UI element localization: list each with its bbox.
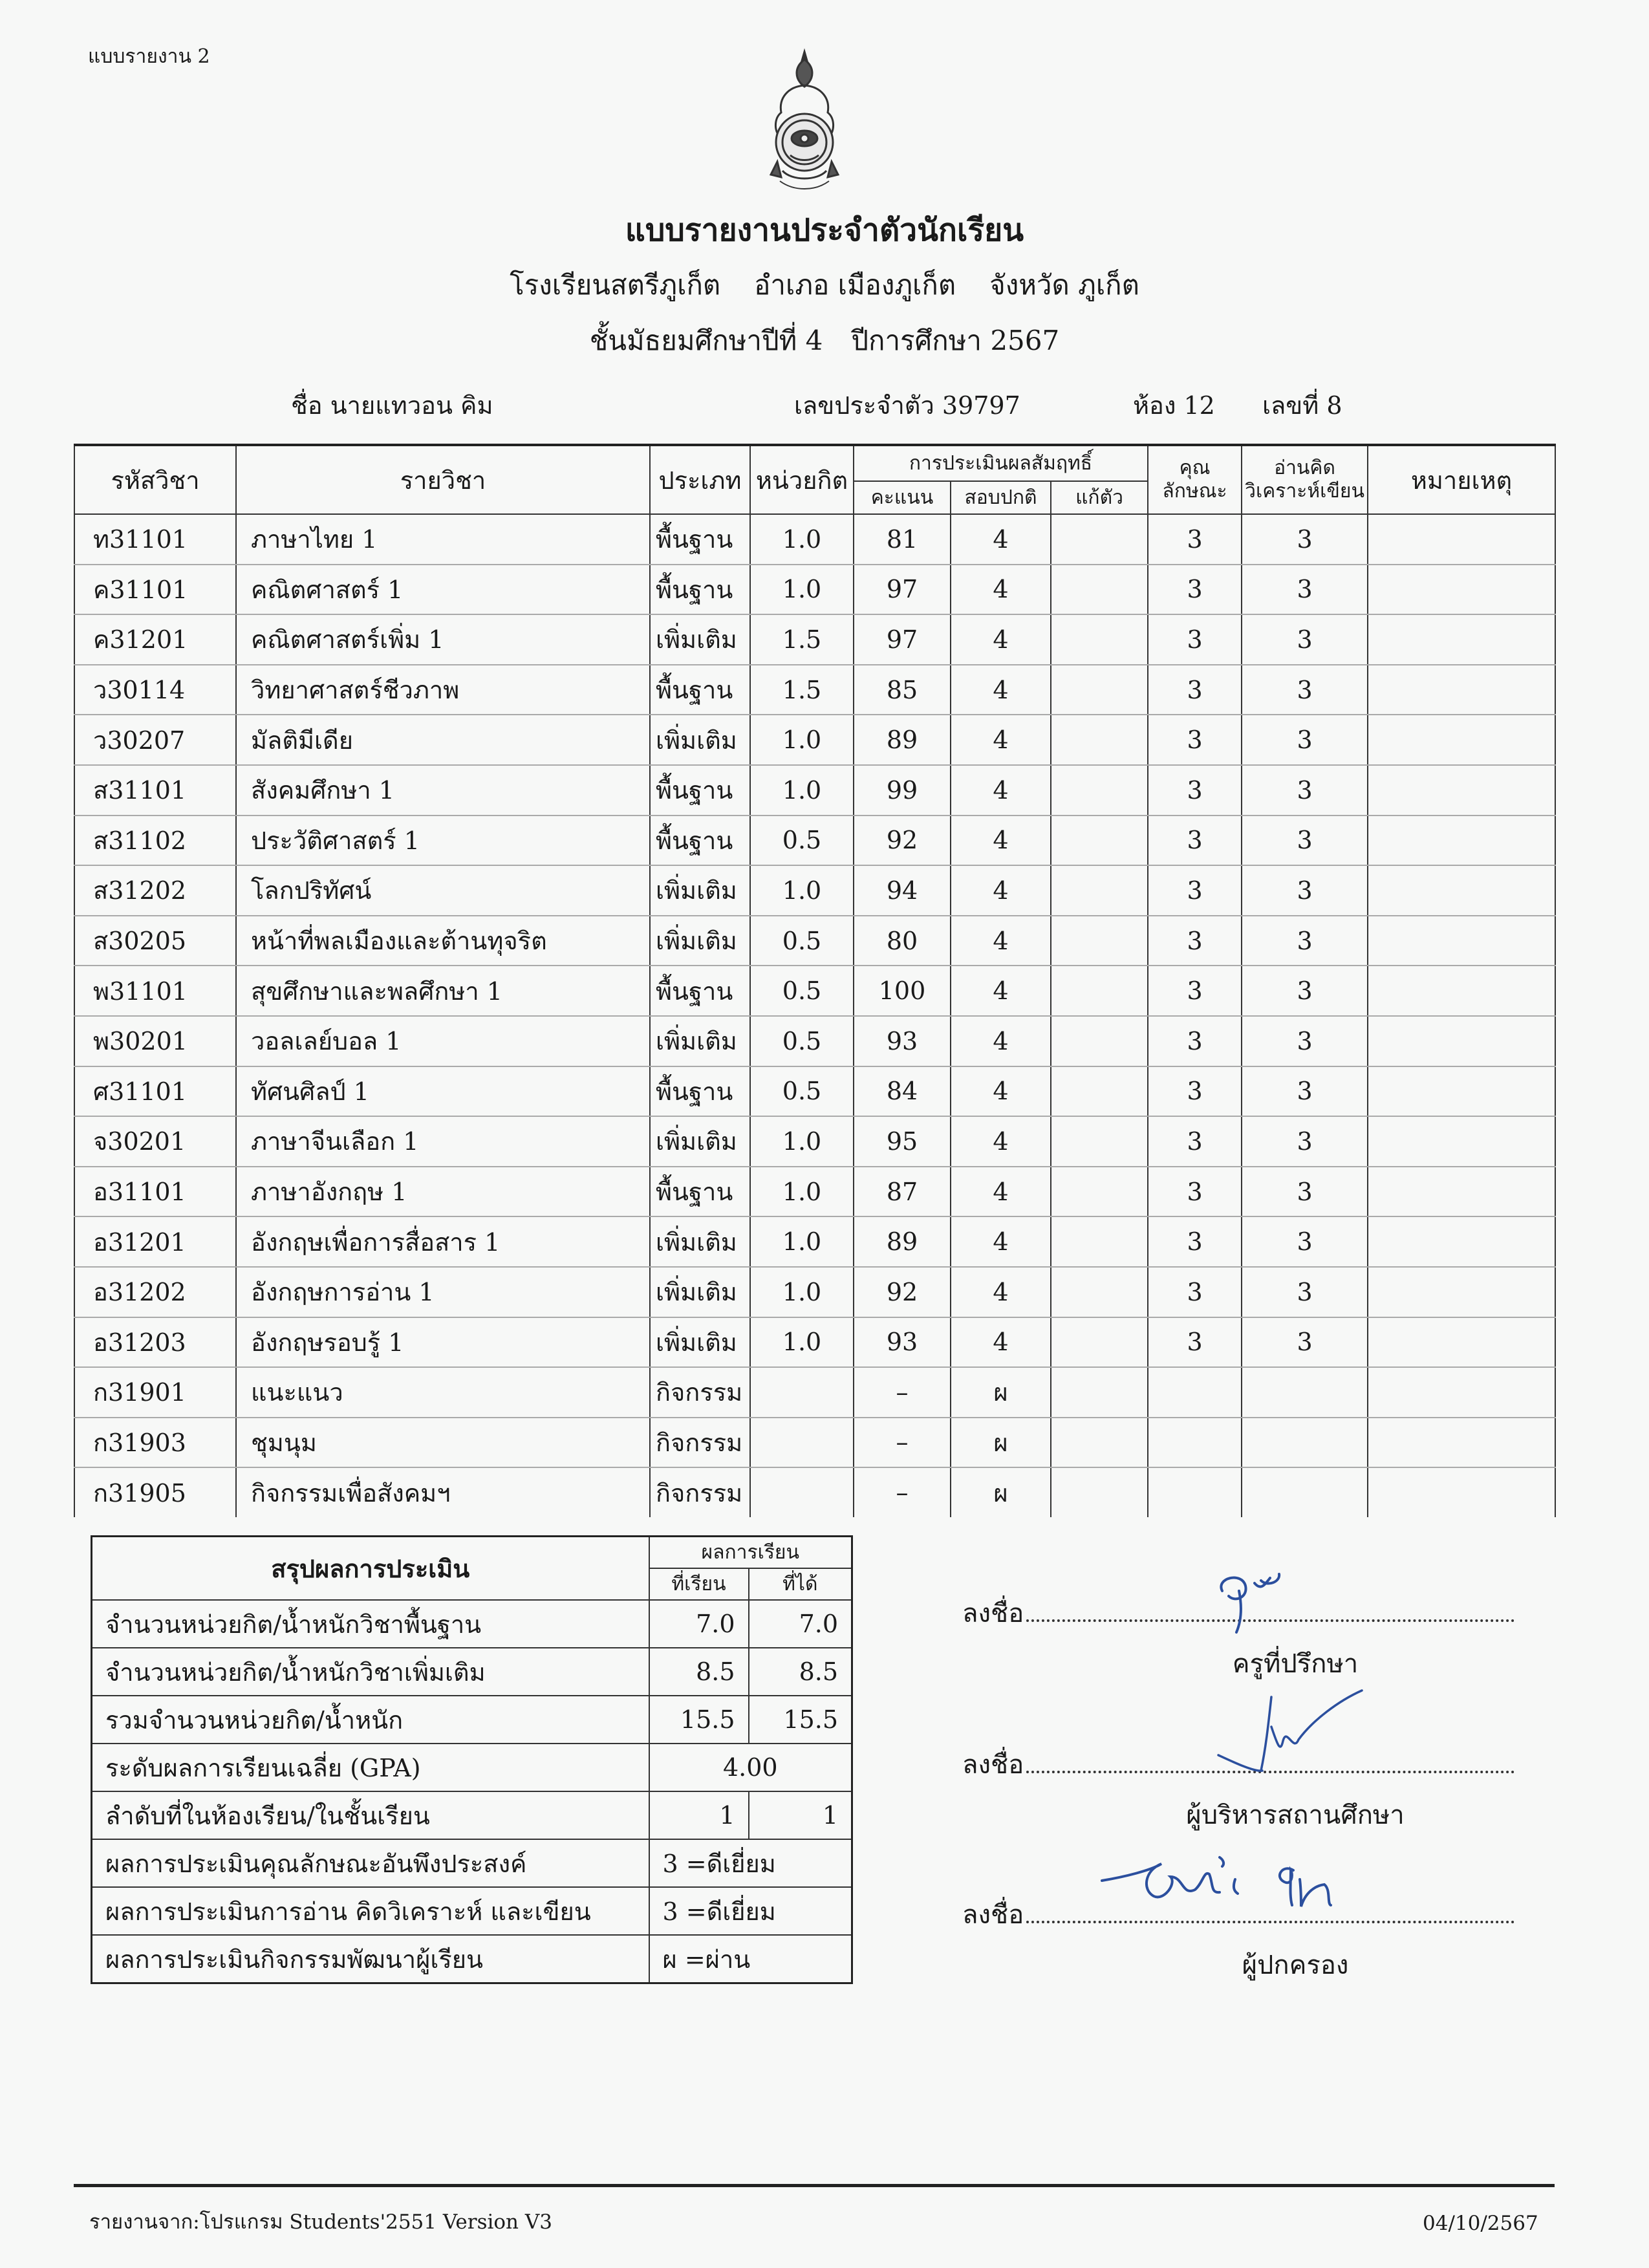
character-score: 3 xyxy=(1148,1016,1242,1066)
header-remedial: แก้ตัว xyxy=(1051,481,1148,514)
summary-row-rank xyxy=(92,1791,852,1839)
score: 100 xyxy=(854,966,951,1016)
subject-code: ศ31101 xyxy=(74,1066,236,1117)
subject-name: กิจกรรมเพื่อสังคมฯ xyxy=(236,1467,650,1517)
reading-score: 3 xyxy=(1242,1066,1368,1117)
summary-enrolled: 15.5 xyxy=(649,1696,749,1744)
subject-type: พื้นฐาน xyxy=(650,665,750,715)
subject-code: พ30201 xyxy=(74,1016,236,1066)
score: 97 xyxy=(854,614,951,665)
credits: 1.0 xyxy=(750,1167,854,1217)
summary-label: รวมจำนวนหน่วยกิต/น้ำหนัก xyxy=(92,1696,649,1744)
credits: 1.0 xyxy=(750,1216,854,1267)
subject-name: อังกฤษการอ่าน 1 xyxy=(236,1267,650,1317)
remedial-grade xyxy=(1051,1267,1148,1317)
reading-score: 3 xyxy=(1242,765,1368,815)
remedial-grade xyxy=(1051,1418,1148,1468)
subject-code: อ31201 xyxy=(74,1216,236,1267)
subject-name: ภาษาอังกฤษ 1 xyxy=(236,1167,650,1217)
score: 95 xyxy=(854,1116,951,1167)
subject-name: ภาษาไทย 1 xyxy=(236,514,650,565)
subject-name: ประวัติศาสตร์ 1 xyxy=(236,815,650,866)
academic-year: ปีการศึกษา 2567 xyxy=(851,325,1060,356)
summary-title: สรุปผลการประเมิน xyxy=(92,1537,649,1601)
table-row xyxy=(74,1066,1555,1117)
subject-name: แนะแนว xyxy=(236,1367,650,1418)
header-code: รหัสวิชา xyxy=(74,445,236,514)
subject-type: เพิ่มเติม xyxy=(650,1016,750,1066)
score: 87 xyxy=(854,1167,951,1217)
table-row xyxy=(74,1216,1555,1267)
summary-row-activity xyxy=(92,1935,852,1983)
reading-score: 3 xyxy=(1242,665,1368,715)
subject-type: เพิ่มเติม xyxy=(650,1216,750,1267)
remedial-grade xyxy=(1051,514,1148,565)
table-row xyxy=(74,865,1555,916)
character-score: 3 xyxy=(1148,765,1242,815)
remark xyxy=(1368,1367,1555,1418)
subject-type: เพิ่มเติม xyxy=(650,715,750,765)
table-row xyxy=(74,1116,1555,1167)
subject-type: เพิ่มเติม xyxy=(650,1317,750,1368)
subject-name: อังกฤษรอบรู้ 1 xyxy=(236,1317,650,1368)
normal-exam-grade: 4 xyxy=(951,565,1051,615)
subject-type: พื้นฐาน xyxy=(650,966,750,1016)
parent-signature-mark xyxy=(1099,1851,1358,1922)
room-number: ห้อง 12 xyxy=(1133,391,1215,420)
director-role: ผู้บริหารสถานศึกษา xyxy=(1186,1800,1405,1830)
normal-exam-grade: ผ xyxy=(951,1418,1051,1468)
normal-exam-grade: 4 xyxy=(951,1167,1051,1217)
score: 89 xyxy=(854,715,951,765)
summary-earned: 7.0 xyxy=(749,1600,852,1648)
score: 92 xyxy=(854,815,951,866)
grade-info-line xyxy=(0,319,1649,362)
summary-col-earned: ที่ได้ xyxy=(749,1568,852,1600)
score: 84 xyxy=(854,1066,951,1117)
subject-name: ทัศนศิลป์ 1 xyxy=(236,1066,650,1117)
credits: 1.0 xyxy=(750,1317,854,1368)
reading-score: 3 xyxy=(1242,916,1368,966)
normal-exam-grade: 4 xyxy=(951,966,1051,1016)
subject-code: ส30205 xyxy=(74,916,236,966)
subject-name: มัลติมีเดีย xyxy=(236,715,650,765)
credits: 1.0 xyxy=(750,1116,854,1167)
remark xyxy=(1368,916,1555,966)
summary-row-reading xyxy=(92,1887,852,1935)
credits: 0.5 xyxy=(750,966,854,1016)
remark xyxy=(1368,1418,1555,1468)
remedial-grade xyxy=(1051,966,1148,1016)
character-score: 3 xyxy=(1148,614,1242,665)
table-row xyxy=(74,565,1555,615)
character-score: 3 xyxy=(1148,1216,1242,1267)
subject-type: เพิ่มเติม xyxy=(650,1267,750,1317)
rank-in-grade: 1 xyxy=(749,1791,852,1839)
credits xyxy=(750,1418,854,1468)
summary-label: ผลการประเมินคุณลักษณะอันพึงประสงค์ xyxy=(92,1839,649,1887)
remedial-grade xyxy=(1051,1116,1148,1167)
subject-code: อ31203 xyxy=(74,1317,236,1368)
reading-score: 3 xyxy=(1242,514,1368,565)
remedial-grade xyxy=(1051,916,1148,966)
character-score xyxy=(1148,1467,1242,1517)
normal-exam-grade: 4 xyxy=(951,1116,1051,1167)
credits: 1.5 xyxy=(750,614,854,665)
summary-row-basic xyxy=(92,1600,852,1648)
remark xyxy=(1368,1167,1555,1217)
remark xyxy=(1368,865,1555,916)
subject-name: อังกฤษเพื่อการสื่อสาร 1 xyxy=(236,1216,650,1267)
reading-score: 3 xyxy=(1242,1116,1368,1167)
credits: 1.5 xyxy=(750,665,854,715)
reading-score: 3 xyxy=(1242,865,1368,916)
credits: 0.5 xyxy=(750,815,854,866)
sign-label: ลงชื่อ xyxy=(962,1900,1024,1930)
remark xyxy=(1368,1066,1555,1117)
district-name: อำเภอ เมืองภูเก็ต xyxy=(754,269,956,301)
summary-label: ผลการประเมินกิจกรรมพัฒนาผู้เรียน xyxy=(92,1935,649,1983)
normal-exam-grade: 4 xyxy=(951,865,1051,916)
reading-score xyxy=(1242,1418,1368,1468)
summary-label: จำนวนหน่วยกิต/น้ำหนักวิชาเพิ่มเติม xyxy=(92,1648,649,1696)
remark xyxy=(1368,1317,1555,1368)
subject-type: กิจกรรม xyxy=(650,1467,750,1517)
header-character: คุณ ลักษณะ xyxy=(1148,445,1242,514)
table-row xyxy=(74,614,1555,665)
subject-type: เพิ่มเติม xyxy=(650,1116,750,1167)
character-score: 3 xyxy=(1148,715,1242,765)
subject-type: พื้นฐาน xyxy=(650,514,750,565)
subject-type: พื้นฐาน xyxy=(650,565,750,615)
summary-row-gpa xyxy=(92,1744,852,1791)
sign-label: ลงชื่อ xyxy=(962,1599,1024,1628)
advisor-role: ครูที่ปรึกษา xyxy=(1232,1649,1359,1679)
table-row xyxy=(74,665,1555,715)
header-remark: หมายเหตุ xyxy=(1368,445,1555,514)
subject-code: ว30207 xyxy=(74,715,236,765)
score: 94 xyxy=(854,865,951,916)
subject-code: ส31202 xyxy=(74,865,236,916)
footer-date: 04/10/2567 xyxy=(1423,2212,1538,2235)
normal-exam-grade: 4 xyxy=(951,1066,1051,1117)
rank-in-class: 1 xyxy=(649,1791,749,1839)
sign-label: ลงชื่อ xyxy=(962,1750,1024,1780)
subject-code: ส31101 xyxy=(74,765,236,815)
table-row xyxy=(74,1267,1555,1317)
remedial-grade xyxy=(1051,1216,1148,1267)
remark xyxy=(1368,1467,1555,1517)
subject-code: ว30114 xyxy=(74,665,236,715)
grade-level: ชั้นมัธยมศึกษาปีที่ 4 xyxy=(589,325,823,356)
remark xyxy=(1368,665,1555,715)
subject-type: พื้นฐาน xyxy=(650,1167,750,1217)
reading-score xyxy=(1242,1367,1368,1418)
normal-exam-grade: 4 xyxy=(951,665,1051,715)
score: – xyxy=(854,1467,951,1517)
character-score: 3 xyxy=(1148,1317,1242,1368)
table-row xyxy=(74,715,1555,765)
normal-exam-grade: 4 xyxy=(951,1267,1051,1317)
remedial-grade xyxy=(1051,565,1148,615)
score: 99 xyxy=(854,765,951,815)
table-row xyxy=(74,916,1555,966)
subject-code: พ31101 xyxy=(74,966,236,1016)
reading-score: 3 xyxy=(1242,815,1368,866)
reading-result: 3 =ดีเยี่ยม xyxy=(649,1887,852,1935)
remedial-grade xyxy=(1051,614,1148,665)
remark xyxy=(1368,1267,1555,1317)
credits: 1.0 xyxy=(750,865,854,916)
remark xyxy=(1368,514,1555,565)
table-row xyxy=(74,1317,1555,1368)
summary-table xyxy=(91,1535,853,1984)
school-name: โรงเรียนสตรีภูเก็ต xyxy=(510,269,721,301)
summary-row-total xyxy=(92,1696,852,1744)
activity-result: ผ =ผ่าน xyxy=(649,1935,852,1983)
remark xyxy=(1368,966,1555,1016)
summary-earned: 8.5 xyxy=(749,1648,852,1696)
reading-score: 3 xyxy=(1242,1267,1368,1317)
normal-exam-grade: ผ xyxy=(951,1367,1051,1418)
reading-score: 3 xyxy=(1242,1216,1368,1267)
header-assessment: การประเมินผลสัมฤทธิ์ xyxy=(854,445,1148,481)
header-reading: อ่านคิด วิเคราะห์เขียน xyxy=(1242,445,1368,514)
normal-exam-grade: 4 xyxy=(951,765,1051,815)
remedial-grade xyxy=(1051,1317,1148,1368)
form-code: แบบรายงาน 2 xyxy=(88,45,210,68)
character-score: 3 xyxy=(1148,1267,1242,1317)
remedial-grade xyxy=(1051,1016,1148,1066)
reading-score: 3 xyxy=(1242,614,1368,665)
reading-score xyxy=(1242,1467,1368,1517)
remedial-grade xyxy=(1051,1367,1148,1418)
normal-exam-grade: 4 xyxy=(951,815,1051,866)
character-score: 3 xyxy=(1148,865,1242,916)
credits: 1.0 xyxy=(750,715,854,765)
credits xyxy=(750,1467,854,1517)
remark xyxy=(1368,715,1555,765)
character-score xyxy=(1148,1418,1242,1468)
normal-exam-grade: 4 xyxy=(951,614,1051,665)
reading-score: 3 xyxy=(1242,966,1368,1016)
subject-name: หน้าที่พลเมืองและต้านทุจริต xyxy=(236,916,650,966)
normal-exam-grade: 4 xyxy=(951,916,1051,966)
header-credits: หน่วยกิต xyxy=(750,445,854,514)
footer-divider xyxy=(74,2184,1555,2187)
subject-type: เพิ่มเติม xyxy=(650,916,750,966)
credits: 0.5 xyxy=(750,1066,854,1117)
summary-enrolled: 8.5 xyxy=(649,1648,749,1696)
remedial-grade xyxy=(1051,815,1148,866)
remedial-grade xyxy=(1051,715,1148,765)
remedial-grade xyxy=(1051,665,1148,715)
parent-role: ผู้ปกครอง xyxy=(1242,1950,1349,1980)
reading-score: 3 xyxy=(1242,1016,1368,1066)
subject-name: วอลเลย์บอล 1 xyxy=(236,1016,650,1066)
character-score: 3 xyxy=(1148,665,1242,715)
table-row xyxy=(74,966,1555,1016)
remark xyxy=(1368,1116,1555,1167)
footer-source: รายงานจาก:โปรแกรม Students'2551 Version V3 xyxy=(89,2210,552,2234)
subject-name: สังคมศึกษา 1 xyxy=(236,765,650,815)
school-info-line xyxy=(0,264,1649,307)
director-signature-mark xyxy=(1216,1688,1364,1785)
credits: 0.5 xyxy=(750,916,854,966)
summary-label: ผลการประเมินการอ่าน คิดวิเคราะห์ และเขียน xyxy=(92,1887,649,1935)
subject-code: อ31101 xyxy=(74,1167,236,1217)
score: 97 xyxy=(854,565,951,615)
subject-code: ก31903 xyxy=(74,1418,236,1468)
summary-label: ระดับผลการเรียนเฉลี่ย (GPA) xyxy=(92,1744,649,1791)
normal-exam-grade: 4 xyxy=(951,514,1051,565)
subject-name: สุขศึกษาและพลศึกษา 1 xyxy=(236,966,650,1016)
table-row xyxy=(74,765,1555,815)
remark xyxy=(1368,565,1555,615)
score: 93 xyxy=(854,1016,951,1066)
subject-code: อ31202 xyxy=(74,1267,236,1317)
subject-code: ค31201 xyxy=(74,614,236,665)
credits: 0.5 xyxy=(750,1016,854,1066)
character-score: 3 xyxy=(1148,966,1242,1016)
credits: 1.0 xyxy=(750,565,854,615)
table-row xyxy=(74,1467,1555,1517)
subject-name: คณิตศาสตร์ 1 xyxy=(236,565,650,615)
remark xyxy=(1368,815,1555,866)
province-name: จังหวัด ภูเก็ต xyxy=(989,269,1139,301)
header-type: ประเภท xyxy=(650,445,750,514)
subject-code: ก31901 xyxy=(74,1367,236,1418)
summary-row-extra xyxy=(92,1648,852,1696)
character-score xyxy=(1148,1367,1242,1418)
normal-exam-grade: ผ xyxy=(951,1467,1051,1517)
score: 81 xyxy=(854,514,951,565)
header-subject: รายวิชา xyxy=(236,445,650,514)
subject-code: ก31905 xyxy=(74,1467,236,1517)
school-emblem-logo xyxy=(768,48,841,198)
subject-name: คณิตศาสตร์เพิ่ม 1 xyxy=(236,614,650,665)
gpa-value: 4.00 xyxy=(649,1744,852,1791)
character-score: 3 xyxy=(1148,1066,1242,1117)
report-title: แบบรายงานประจำตัวนักเรียน xyxy=(625,212,1024,248)
normal-exam-grade: 4 xyxy=(951,1317,1051,1368)
seat-number: เลขที่ 8 xyxy=(1262,391,1342,420)
subject-type: พื้นฐาน xyxy=(650,765,750,815)
normal-exam-grade: 4 xyxy=(951,1216,1051,1267)
reading-score: 3 xyxy=(1242,1167,1368,1217)
subject-code: ส31102 xyxy=(74,815,236,866)
character-result: 3 =ดีเยี่ยม xyxy=(649,1839,852,1887)
score: 93 xyxy=(854,1317,951,1368)
reading-score: 3 xyxy=(1242,565,1368,615)
normal-exam-grade: 4 xyxy=(951,1016,1051,1066)
subject-type: พื้นฐาน xyxy=(650,1066,750,1117)
remedial-grade xyxy=(1051,1167,1148,1217)
summary-results-header: ผลการเรียน xyxy=(649,1537,852,1569)
credits xyxy=(750,1367,854,1418)
subject-type: กิจกรรม xyxy=(650,1418,750,1468)
summary-enrolled: 7.0 xyxy=(649,1600,749,1648)
score: 85 xyxy=(854,665,951,715)
remedial-grade xyxy=(1051,1467,1148,1517)
summary-col-enrolled: ที่เรียน xyxy=(649,1568,749,1600)
table-row xyxy=(74,815,1555,866)
table-row xyxy=(74,1367,1555,1418)
remark xyxy=(1368,614,1555,665)
score: 80 xyxy=(854,916,951,966)
summary-label: ลำดับที่ในห้องเรียน/ในชั้นเรียน xyxy=(92,1791,649,1839)
remark xyxy=(1368,1016,1555,1066)
advisor-signature-mark xyxy=(1203,1565,1306,1636)
remedial-grade xyxy=(1051,1066,1148,1117)
character-score: 3 xyxy=(1148,1116,1242,1167)
character-score: 3 xyxy=(1148,514,1242,565)
header-score: คะแนน xyxy=(854,481,951,514)
subject-name: วิทยาศาสตร์ชีวภาพ xyxy=(236,665,650,715)
table-row xyxy=(74,1167,1555,1217)
subject-type: เพิ่มเติม xyxy=(650,865,750,916)
subject-name: ภาษาจีนเลือก 1 xyxy=(236,1116,650,1167)
summary-row-character xyxy=(92,1839,852,1887)
subject-name: โลกปริทัศน์ xyxy=(236,865,650,916)
subject-type: เพิ่มเติม xyxy=(650,614,750,665)
reading-score: 3 xyxy=(1242,715,1368,765)
grades-table xyxy=(74,444,1556,1517)
summary-label: จำนวนหน่วยกิต/น้ำหนักวิชาพื้นฐาน xyxy=(92,1600,649,1648)
credits: 1.0 xyxy=(750,1267,854,1317)
subject-name: ชุมนุม xyxy=(236,1418,650,1468)
remedial-grade xyxy=(1051,865,1148,916)
reading-score: 3 xyxy=(1242,1317,1368,1368)
table-row xyxy=(74,1016,1555,1066)
score: 92 xyxy=(854,1267,951,1317)
subject-type: กิจกรรม xyxy=(650,1367,750,1418)
score: – xyxy=(854,1367,951,1418)
subject-code: ท31101 xyxy=(74,514,236,565)
student-id: เลขประจำตัว 39797 xyxy=(794,391,1020,420)
normal-exam-grade: 4 xyxy=(951,715,1051,765)
score: – xyxy=(854,1418,951,1468)
character-score: 3 xyxy=(1148,565,1242,615)
score: 89 xyxy=(854,1216,951,1267)
character-score: 3 xyxy=(1148,916,1242,966)
subject-type: พื้นฐาน xyxy=(650,815,750,866)
table-row xyxy=(74,1418,1555,1468)
remark xyxy=(1368,765,1555,815)
subject-code: จ30201 xyxy=(74,1116,236,1167)
credits: 1.0 xyxy=(750,514,854,565)
remark xyxy=(1368,1216,1555,1267)
table-row xyxy=(74,514,1555,565)
character-score: 3 xyxy=(1148,1167,1242,1217)
remedial-grade xyxy=(1051,765,1148,815)
student-name: ชื่อ นายแทวอน คิม xyxy=(291,391,493,420)
credits: 1.0 xyxy=(750,765,854,815)
character-score: 3 xyxy=(1148,815,1242,866)
summary-earned: 15.5 xyxy=(749,1696,852,1744)
grades-table-body xyxy=(74,514,1555,1517)
header-normal-exam: สอบปกติ xyxy=(951,481,1051,514)
subject-code: ค31101 xyxy=(74,565,236,615)
